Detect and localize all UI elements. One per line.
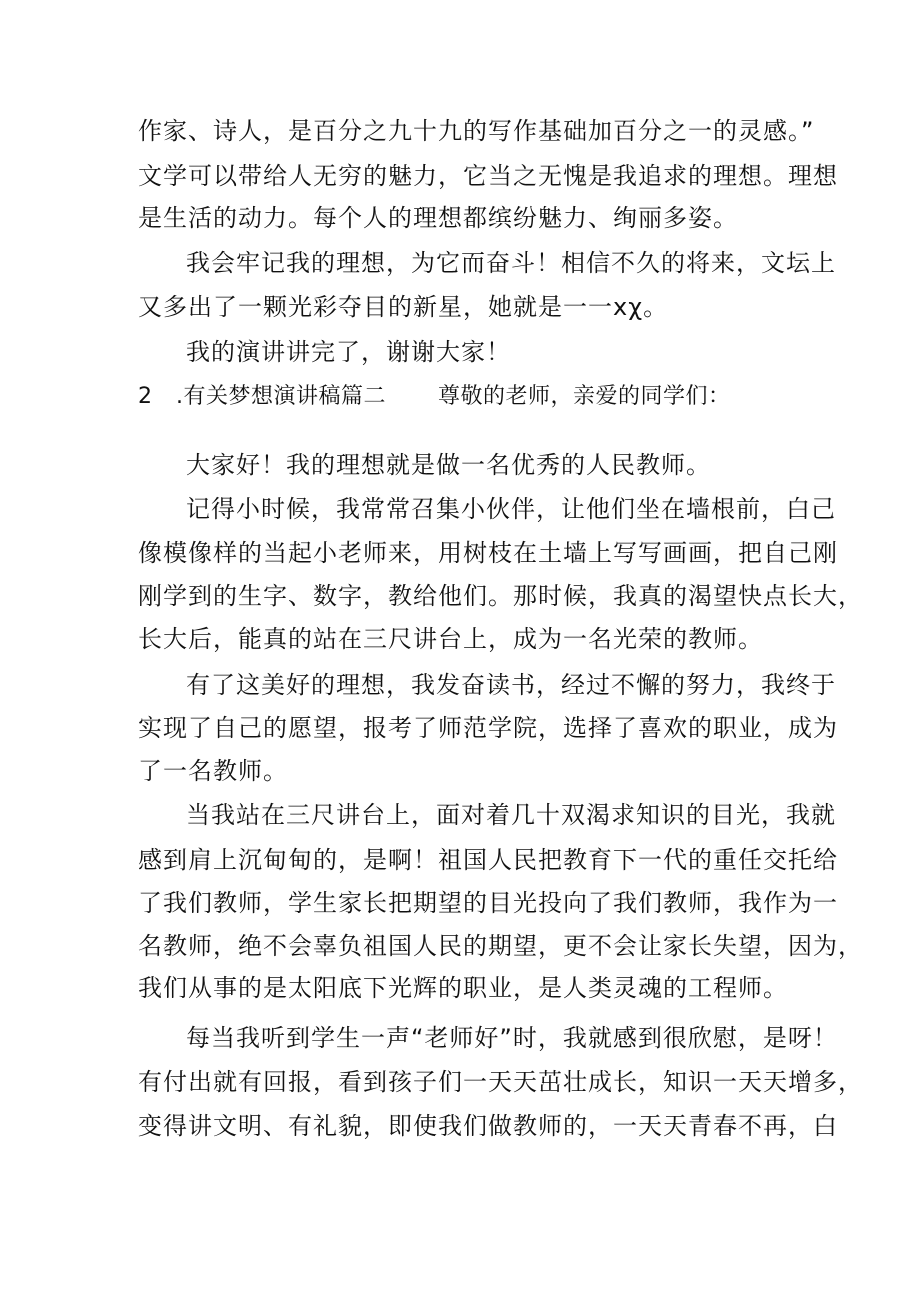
text-line: 了我们教师，学生家长把期望的目光投向了我们教师，我作为一 xyxy=(138,889,838,917)
text-line: 是生活的动力。每个人的理想都缤纷魅力、绚丽多姿。 xyxy=(138,204,738,232)
text-line: 了一名教师。 xyxy=(138,757,288,785)
text-line: 我们从事的是太阳底下光辉的职业，是人类灵魂的工程师。 xyxy=(138,974,788,1002)
text-line: 像模像样的当起小老师来，用树枝在土墙上写写画画，把自己刚 xyxy=(138,539,838,567)
text-line: 记得小时候，我常常召集小伙伴，让他们坐在墙根前，白己 xyxy=(186,495,836,523)
text-line: 变得讲文明、有礼貌，即使我们做教师的，一天天青春不再，白 xyxy=(138,1112,838,1140)
text-line: 有付出就有回报，看到孩子们一天天茁壮成长，知识一天天增多， xyxy=(138,1068,863,1096)
text-line: 有了这美好的理想，我发奋读书，经过不懈的努力，我终于 xyxy=(186,671,836,699)
text-line: 每当我听到学生一声“老师好”时，我就感到很欣慰，是呀！ xyxy=(186,1024,838,1052)
text-line: 名教师，绝不会辜负祖国人民的期望，更不会让家长失望，因为， xyxy=(138,932,863,960)
section-heading xyxy=(138,379,731,415)
text-line: 大家好！我的理想就是做一名优秀的人民教师。 xyxy=(186,451,711,479)
section-number: 2 xyxy=(138,384,153,409)
greeting: 尊敬的老师，亲爱的同学们： xyxy=(438,384,731,409)
text-line: 又多出了一颗光彩夺目的新星，她就是一一xχ。 xyxy=(138,293,669,321)
text-line: 作家、诗人，是百分之九十九的写作基础加百分之一的灵感。” xyxy=(138,117,815,145)
text-line: 实现了自己的愿望，报考了师范学院，选择了喜欢的职业，成为 xyxy=(138,714,838,742)
text-line: 长大后，能真的站在三尺讲台上，成为一名光荣的教师。 xyxy=(138,625,763,653)
text-line: 文学可以带给人无穷的魅力，它当之无愧是我追求的理想。理想 xyxy=(138,162,838,190)
text-line: 刚学到的生字、数字，教给他们。那时候，我真的渴望快点长大， xyxy=(138,582,863,610)
section-title: .有关梦想演讲稿篇二 xyxy=(176,384,386,409)
text-line: 我会牢记我的理想，为它而奋斗！相信不久的将来，文坛上 xyxy=(186,249,836,277)
text-line: 当我站在三尺讲台上，面对着几十双渴求知识的目光，我就 xyxy=(186,801,836,829)
text-line: 我的演讲讲完了，谢谢大家！ xyxy=(186,338,511,366)
text-line: 感到肩上沉甸甸的，是啊！祖国人民把教育下一代的重任交托给 xyxy=(138,846,838,874)
